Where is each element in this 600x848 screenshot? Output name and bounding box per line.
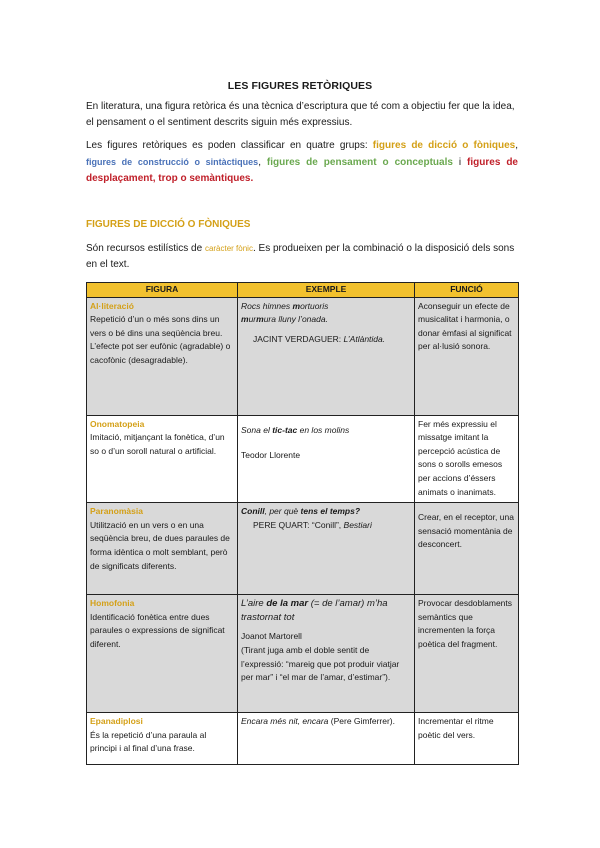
figure-name: Paranomàsia [90, 506, 143, 517]
figure-desc-2: L’efecte pot ser eufònic (agradable) o cacofònic (desagradable). [90, 341, 231, 365]
header-funcio: FUNCIÓ [415, 283, 519, 298]
figure-desc: Imitació, mitjançant la fonètica, d’un so o d’un soroll natural o artificial. [90, 432, 225, 456]
funcio-cell [415, 713, 519, 765]
ex-text: ur [248, 314, 257, 325]
figura-cell [87, 713, 238, 765]
ex-bold: tens el temps? [300, 506, 361, 517]
example-author: (Pere Gimferrer). [328, 716, 395, 727]
figure-desc: Utilització en un vers o en una seqüència breu, de dues paraules de forma idèntica o molt semblant, però de significats diferents. [90, 519, 230, 571]
function-text: Incrementar el ritme poètic del vers. [418, 716, 494, 740]
example-author: Teodor Llorente [241, 450, 301, 461]
function-text: Aconseguir un efecte de musicalitat i harmonia, o donar èmfasi al significat per al·lusió sonora. [418, 300, 512, 352]
figure-name: Homofonia [90, 598, 135, 609]
header-figura: FIGURA [87, 283, 238, 298]
figure-name: Al·literació [90, 300, 134, 311]
figure-desc: Repetició d’un o més sons dins un vers o bé dins una seqüència breu. [90, 314, 223, 338]
ex-bold: m [292, 300, 301, 311]
table-row [87, 713, 519, 765]
ex-text: ura lluny l’onada. [263, 314, 328, 325]
figura-cell [87, 415, 238, 503]
exemple-cell [238, 713, 415, 765]
section-heading: FIGURES DE DICCIÓ O FÒNIQUES [86, 219, 251, 230]
funcio-cell [415, 297, 519, 415]
sep-3: i [452, 157, 468, 168]
example-author: Joanot Martorell [241, 631, 302, 642]
sep-2: , [258, 157, 267, 168]
table-row [87, 297, 519, 415]
ex-bold: tic-tac [272, 424, 298, 435]
example-line-1 [241, 506, 360, 516]
example-line-2 [241, 314, 328, 324]
funcio-cell [415, 503, 519, 595]
ex-bold: m [256, 314, 264, 325]
author-name: PERE QUART: “Conill”, [253, 519, 344, 530]
group-desplacament: figures de desplaçament, trop o semàntiques. [86, 157, 518, 184]
function-text: Fer més expressiu el missatge imitant la percepció acústica de sons o sorolls emesos per accions d’éssers animats o inanimats. [418, 418, 503, 497]
funcio-cell [415, 595, 519, 713]
ex-text: L’aire [241, 598, 267, 610]
function-text: Provocar desdoblaments semàntics que incrementen la força poètica del fragment. [418, 598, 513, 649]
header-exemple: EXEMPLE [238, 283, 415, 298]
exemple-cell [238, 503, 415, 595]
table-row [87, 503, 519, 595]
section-intro-a: Són recursos estilístics de [86, 243, 205, 254]
group-construccio: figures de construcció o sintàctiques [86, 157, 259, 167]
ex-bold: de la mar [266, 598, 309, 610]
funcio-cell [415, 415, 519, 503]
function-text: Crear, en el receptor, una sensació momentània de desconcert. [418, 512, 514, 550]
section-intro [86, 241, 518, 273]
work-title: Bestiari [343, 519, 372, 530]
exemple-cell [238, 415, 415, 503]
sep-1: , [515, 140, 518, 151]
exemple-cell [238, 297, 415, 415]
example-text: Encara més nit, encara [241, 716, 329, 727]
figura-cell [87, 595, 238, 713]
figura-cell [87, 297, 238, 415]
table-header-row [87, 283, 519, 298]
ex-text: Sona el [241, 424, 273, 435]
ex-text: , per què [264, 506, 301, 517]
classification-paragraph [86, 138, 518, 187]
group-pensament: figures de pensament o conceptuals [266, 157, 453, 168]
exemple-cell [238, 595, 415, 713]
table-row [87, 415, 519, 503]
example-author [241, 333, 411, 347]
figure-name: Onomatopeia [90, 418, 145, 429]
example-note: (Tirant juga amb el doble sentit de l’expressió: “mareig que pot produir viatjar per mar” i “el mar de l’amar, d’estimar”). [241, 644, 400, 683]
figure-desc: Identificació fonètica entre dues paraules o expressions de significat diferent. [90, 611, 225, 649]
figure-desc: És la repetició d’una paraula al principi i al final d’una frase. [90, 729, 207, 754]
figura-cell [87, 503, 238, 595]
intro-paragraph: En literatura, una figura retòrica és una tècnica d’escriptura que té com a objectiu fer que la idea, el pensament o el sentiment descrits siguin més expressius. [86, 101, 515, 128]
ex-text: (= de l’amar) m’ha trastornat tot [241, 598, 388, 623]
ex-text: Rocs himnes [241, 300, 293, 311]
ex-bold: m [241, 314, 249, 325]
example-author [241, 520, 372, 530]
work-title: L’Atlàntida. [343, 333, 386, 344]
ex-text: ortuoris [300, 300, 329, 311]
intro-lead: Les figures retòriques es poden classificar en quatre grups: [86, 140, 373, 151]
author-name: JACINT VERDAGUER: [253, 333, 344, 344]
ex-text: en los molins [297, 424, 350, 435]
section-intro-b: . Es produeixen per la combinació o la disposició dels sons en el text. [86, 243, 515, 270]
example-line-1 [241, 301, 328, 311]
table-row [87, 595, 519, 713]
figure-name: Epanadiplosi [90, 716, 143, 727]
example-line-1 [241, 425, 349, 435]
group-diccio: figures de dicció o fòniques [372, 140, 516, 151]
ex-bold: Conill [241, 506, 265, 517]
caracter-fonic-highlight: caràcter fònic [204, 244, 253, 253]
figures-table [86, 282, 519, 765]
page-title: LES FIGURES RETÒRIQUES [227, 80, 373, 92]
example-line-1 [241, 598, 388, 623]
